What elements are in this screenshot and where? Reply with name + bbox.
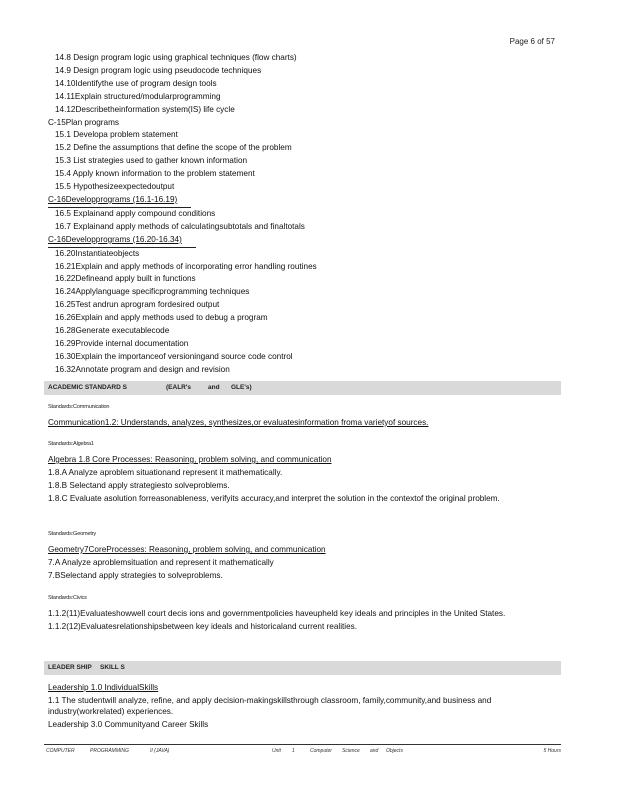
footer-unit-e: and [370,748,379,754]
outline-text: 14.10Identifythe use of program design tools [55,78,217,88]
outline-text: 16.22Defineand apply built in functions [55,274,196,284]
outline-item [48,286,568,299]
leadership-skills-label-2: SKILL S [100,664,125,671]
outline-text: 16.26Explain and apply methods used to debug a program [55,313,268,323]
outline-item [48,65,568,78]
outline-text: 14.11Explain structured/modularprogramming [55,91,221,101]
footer-course-a: COMPUTER [46,748,75,754]
outline-item [48,312,568,325]
outline-item [48,208,568,221]
footer-unit-d: Science [342,748,360,754]
leadership-line: 1.1 The studentwill analyze, refine, and apply decision-makingskillsthrough classroom, family,community,and business and industry(workrelated) experiences. [48,696,492,716]
leadership-skills-label: LEADER SHIP [48,664,92,671]
outline-item [48,104,568,117]
academic-standards-bar [44,381,561,395]
footer-course-c: II (JAVA) [150,748,170,754]
outline-text: C-16Developprograms (16.20-16.34) [48,234,196,248]
outline-item [48,248,568,261]
outline-text: C-15Plan programs [48,117,119,127]
outline-text: 16.28Generate executablecode [55,326,170,336]
academic-standards-ealr: (EALR's [166,384,192,391]
outline-text: 15.5 Hypothesizeexpectedoutput [55,182,175,192]
outline-item [48,299,568,312]
leadership-title: Leadership 1.0 IndividualSkills [48,683,159,692]
outline-item [48,221,568,234]
outline-text: 16.25Test andrun aprogram fordesired output [55,300,220,310]
outline-text: 14.8 Design program logic using graphical techniques (flow charts) [55,53,297,62]
outline-item [48,155,568,168]
standard-line: 1.8.B Selectand apply strategiesto solveproblems. [48,481,230,490]
standard-line: 1.1.2(12)Evaluatesrelationshipsbetween key ideals and historicaland current realities. [48,622,358,631]
geometry-standard [48,529,560,583]
footer-unit-a: Unit [272,748,281,754]
outline-item [48,338,568,351]
outline-text: C-16Developprograms (16.1-16.19) [48,194,191,208]
outline-text: 14.9 Design program logic using pseudocode techniques [55,65,262,75]
footer-divider [44,744,561,745]
outline-item [48,351,568,364]
outline-text: 16.30Explain the importanceof versioningand source code control [55,351,293,361]
footer-unit-b: 1 [292,748,295,754]
footer-unit-c: Computer [310,748,332,754]
leadership-line: Leadership 3.0 Communityand Career Skills [48,720,209,729]
outline-item [48,325,568,338]
academic-standards-label: ACADEMIC STANDARD S [48,384,127,391]
outline-text: 16.21Explain and apply methods of incorporating error handling routines [55,261,317,271]
civics-standard [48,593,560,634]
standard-line: 7.BSelectand apply strategies to solveproblems. [48,571,223,580]
standard-label: Standards:Communication [48,404,110,410]
outline-heading [48,194,568,208]
outline-text: 14.12Describetheinformation system(IS) life cycle [55,104,235,114]
leadership-skills-bar [44,661,561,675]
footer-hours: 5 Hours [543,748,561,754]
academic-standards-gle: GLE's) [231,384,252,391]
standard-label: Standards:Algebra1 [48,441,94,447]
outline-heading [48,234,568,248]
outline-text: 16.29Provide internal documentation [55,338,189,348]
competency-outline [48,52,568,377]
outline-item [48,273,568,286]
footer-course-b: PROGRAMMING [90,748,129,754]
outline-text: 15.4 Apply known information to the problem statement [55,169,255,179]
standard-line: 1.1.2(11)Evaluateshowwell court decis ions and governmentpolicies haveupheld key ideals and principles in the United States. [48,609,506,618]
standard-label: Standards:Geometry [48,531,97,537]
outline-heading [48,117,568,130]
outline-text: 16.24Applylanguage specificprogramming techniques [55,287,250,297]
outline-text: 15.3 List strategies used to gather known information [55,156,248,166]
standard-line: 1.8.C Evaluate asolution forreasonableness, verifyits accuracy,and interpret the solution in the contextof the original problem. [48,494,500,503]
outline-item [48,168,568,181]
standard-line: 1.8.A Analyze aproblem situationand represent it mathematically. [48,468,283,477]
outline-text: 15.2 Define the assumptions that define the scope of the problem [55,143,292,153]
standard-title: Geometry7CoreProcesses: Reasoning, problem solving, and communication [48,545,326,554]
outline-item [48,261,568,274]
standard-line: 7.A Analyze aproblemsituation and represent it mathematically [48,558,274,567]
footer-unit-f: Objects [386,748,403,754]
standard-label: Standards:Civics [48,595,87,601]
leadership-skills [48,682,560,732]
communication-standard [48,402,560,430]
outline-text: 15.1 Developa problem statement [55,130,178,140]
standard-title: Communication1.2: Understands, analyzes, synthesizes,or evaluatesinformation froma varietyof sources. [48,418,429,427]
outline-text: 16.32Annotate program and design and revision [55,364,230,374]
outline-text: 16.20Instantiateobjects [55,248,140,258]
outline-item [48,142,568,155]
algebra-standard [48,439,560,506]
page-number: Page 6 of 57 [509,37,555,46]
standard-title: Algebra 1.8 Core Processes: Reasoning, problem solving, and communication [48,455,332,464]
outline-item [48,78,568,91]
outline-item [48,364,568,377]
outline-item [48,52,568,65]
academic-standards-and: and [208,384,220,391]
outline-text: 16.5 Explainand apply compound conditions [55,208,216,218]
outline-item [48,129,568,142]
outline-item [48,181,568,194]
outline-text: 16.7 Explainand apply methods of calculatingsubtotals and finaltotals [55,221,305,231]
outline-item [48,91,568,104]
